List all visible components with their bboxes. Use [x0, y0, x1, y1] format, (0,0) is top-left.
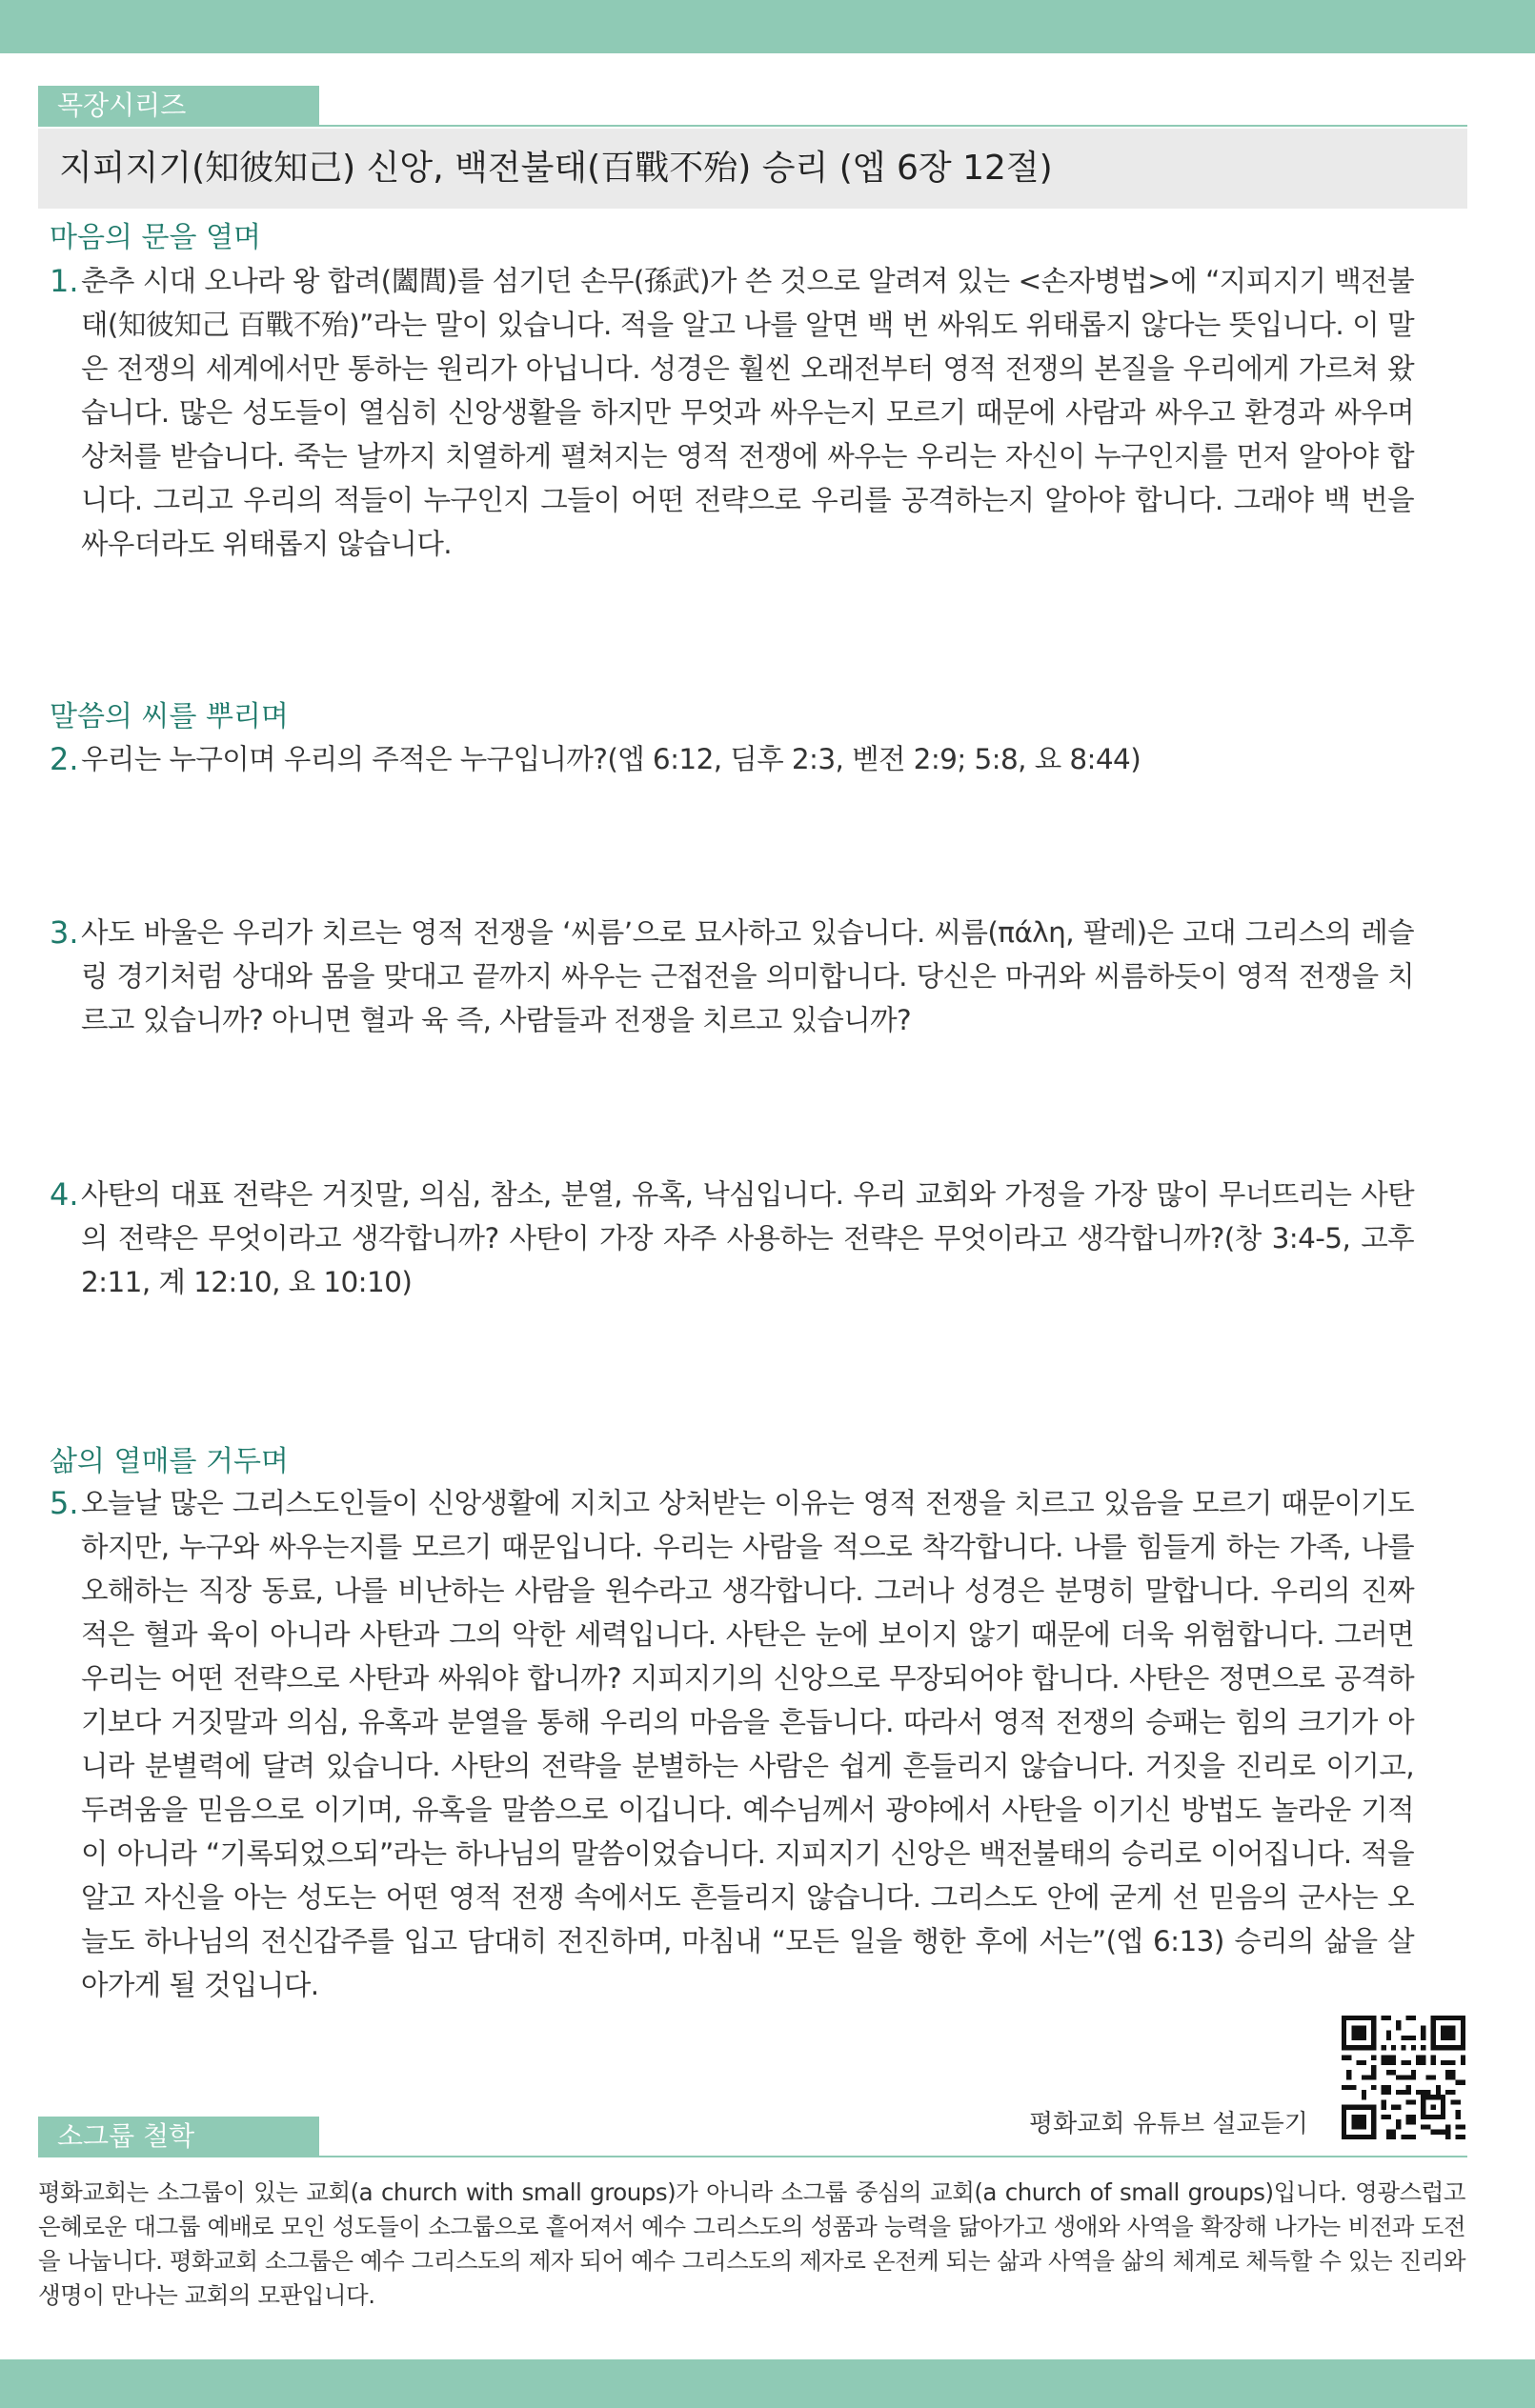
- page-title: 지피지기(知彼知己) 신앙, 백전불태(百戰不殆) 승리 (엡 6장 12절): [38, 129, 1467, 209]
- question-text: 오늘날 많은 그리스도인들이 신앙생활에 지치고 상처받는 이유는 영적 전쟁을 치르고 있음을 모르기 때문이기도 하지만, 누구와 싸우는지를 모르기 때문입니다. 우리는 사람을 적으로 착각합니다. 나를 힘들게 하는 가족, 나를 오해하는 직장 동료, 나를 비난하는 사람을 원수라고 생각합니다. 그러나 성경은 분명히 말합니다. 우리의 진짜 적은 혈과 육이 아니라 사탄과 그의 악한 세력입니다. 사탄은 눈에 보이지 않기 때문에 더욱 위험합니다. 그러면 우리는 어떤 전략으로 사탄과 싸워야 합니까? 지피지기의 신앙으로 무장되어야 합니다. 사탄은 정면으로 공격하기보다 거짓말과 의심, 유혹과 분열을 통해 우리의 마음을 흔듭니다. 따라서 영적 전쟁의 승패는 힘의 크기가 아니라 분별력에 달려 있습니다. 사탄의 전략을 분별하는 사람은 쉽게 흔들리지 않습니다. 거짓을 진리로 이기고, 두려움을 믿음으로 이기며, 유혹을 말씀으로 이깁니다. 예수님께서 광야에서 사탄을 이기신 방법도 놀라운 기적이 아니라 “기록되었으되”라는 하나님의 말씀이었습니다. 지피지기 신앙은 백전불태의 승리로 이어집니다. 적을 알고 자신을 아는 성도는 어떤 영적 전쟁 속에서도 흔들리지 않습니다. 그리스도 안에 굳게 선 믿음의 군사는 오늘도 하나님의 전신갑주를 입고 담대히 전진하며, 마침내 “모든 일을 행한 후에 서는”(엡 6:13) 승리의 삶을 살아가게 될 것입니다.: [81, 1487, 1414, 2001]
- section-open-heart: 마음의 문을 열며: [50, 221, 261, 254]
- question-number: 5.: [50, 1485, 79, 1521]
- question-number: 2.: [50, 741, 79, 777]
- small-group-philosophy: 평화교회는 소그룹이 있는 교회(a church with small groups)가 아니라 소그룹 중심의 교회(a church of small groups)입니다. 영광스럽고 은혜로운 대그룹 예배로 모인 성도들이 소그룹으로 흩어져서 예수 그리스도의 성품과 능력을 닮아가고 생애와 사역을 확장해 나가는 비전과 도전을 나눕니다. 평화교회 소그룹은 예수 그리스도의 제자 되어 예수 그리스도의 제자로 온전케 되는 삶과 사역을 삶의 체계로 체득할 수 있는 진리와 생명이 만나는 교회의 모판입니다.: [38, 2178, 1465, 2309]
- question-number: 4.: [50, 1176, 79, 1213]
- series-tag: 목장시리즈: [38, 86, 319, 126]
- question-text: 우리는 누구이며 우리의 주적은 누구입니까?(엡 6:12, 딤후 2:3, 벧전 2:9; 5:8, 요 8:44): [81, 743, 1141, 775]
- question-1: [50, 259, 1414, 566]
- bottom-band: [0, 2359, 1535, 2408]
- question-3: [50, 911, 1414, 1042]
- qr-label: 평화교회 유튜브 설교듣기: [1029, 2110, 1308, 2138]
- small-group-tag: 소그룹 철학: [38, 2117, 319, 2157]
- question-2: [50, 737, 1414, 781]
- question-5: [50, 1481, 1414, 2007]
- section-sow-word: 말씀의 씨를 뿌리며: [50, 700, 289, 733]
- qr-code-icon[interactable]: [1342, 2016, 1465, 2139]
- question-4: [50, 1173, 1414, 1304]
- small-group-rule: [38, 2156, 1467, 2157]
- series-rule: [38, 125, 1467, 127]
- question-text: 사탄의 대표 전략은 거짓말, 의심, 참소, 분열, 유혹, 낙심입니다. 우리 교회와 가정을 가장 많이 무너뜨리는 사탄의 전략은 무엇이라고 생각합니까? 사탄이 가장 자주 사용하는 전략은 무엇이라고 생각합니까?(창 3:4-5, 고후 2:11, 계 12:10, 요 10:10): [81, 1178, 1414, 1298]
- top-band: [0, 0, 1535, 53]
- question-text: 사도 바울은 우리가 치르는 영적 전쟁을 ‘씨름’으로 묘사하고 있습니다. 씨름(πάλη, 팔레)은 고대 그리스의 레슬링 경기처럼 상대와 몸을 맞대고 끝까지 싸우는 근접전을 의미합니다. 당신은 마귀와 씨름하듯이 영적 전쟁을 치르고 있습니까? 아니면 혈과 육 즉, 사람들과 전쟁을 치르고 있습니까?: [81, 916, 1414, 1036]
- question-text: 춘추 시대 오나라 왕 합려(闔閭)를 섬기던 손무(孫武)가 쓴 것으로 알려져 있는 <손자병법>에 “지피지기 백전불태(知彼知己 百戰不殆)”라는 말이 있습니다. 적을 알고 나를 알면 백 번 싸워도 위태롭지 않다는 뜻입니다. 이 말은 전쟁의 세계에서만 통하는 원리가 아닙니다. 성경은 훨씬 오래전부터 영적 전쟁의 본질을 우리에게 가르쳐 왔습니다. 많은 성도들이 열심히 신앙생활을 하지만 무엇과 싸우는지 모르기 때문에 사람과 싸우고 환경과 싸우며 상처를 받습니다. 죽는 날까지 치열하게 펼쳐지는 영적 전쟁에 싸우는 우리는 자신이 누구인지를 먼저 알아야 합니다. 그리고 우리의 적들이 누구인지 그들이 어떤 전략으로 우리를 공격하는지 알아야 합니다. 그래야 백 번을 싸우더라도 위태롭지 않습니다.: [81, 265, 1414, 560]
- question-number: 1.: [50, 263, 79, 299]
- question-number: 3.: [50, 914, 79, 951]
- section-reap-fruit: 삶의 열매를 거두며: [50, 1445, 289, 1478]
